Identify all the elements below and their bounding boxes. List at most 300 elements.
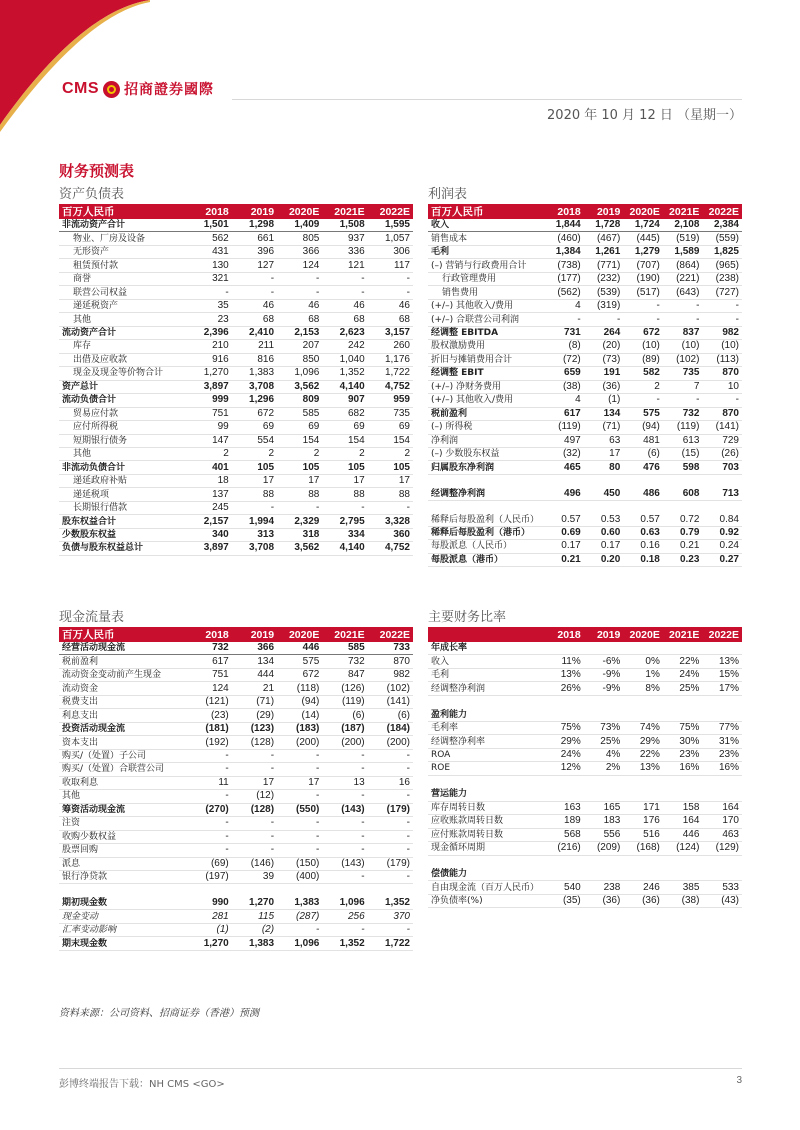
cell-value: 183	[584, 815, 624, 828]
table-row	[428, 487, 742, 500]
cell-value: 16%	[702, 762, 742, 775]
cell-value: 2,623	[322, 326, 367, 339]
row-label: 经调整净利率	[428, 735, 544, 748]
cell-value: (400)	[277, 870, 322, 883]
row-label: 贸易应付款	[59, 407, 186, 420]
cell-value: -	[186, 763, 231, 776]
cell-value: 540	[544, 881, 584, 894]
cell-value: 672	[623, 326, 663, 339]
cell-value: 870	[702, 367, 742, 380]
cell-value: 17%	[702, 682, 742, 695]
cell-value: 731	[544, 326, 584, 339]
cell-value: 0.16	[623, 540, 663, 553]
cell-value: 211	[232, 340, 277, 353]
cell-value	[663, 642, 703, 655]
cell-value: 163	[544, 801, 584, 814]
cell-value: (232)	[584, 272, 624, 285]
header-year: 2022E	[702, 627, 742, 642]
row-label: 税前盈利	[428, 407, 544, 420]
row-label: 自由现金流（百万人民币）	[428, 881, 544, 894]
header-divider	[232, 99, 742, 100]
cell-value: 907	[322, 394, 367, 407]
cell-value: (71)	[232, 695, 277, 708]
cell-value	[584, 868, 624, 881]
table-row	[59, 434, 413, 447]
cell-value: (119)	[663, 421, 703, 434]
cell-value: 210	[186, 340, 231, 353]
cell-value: 25%	[584, 735, 624, 748]
table-row	[428, 735, 742, 748]
cell-value: -	[186, 817, 231, 830]
cell-value: -	[702, 313, 742, 326]
cell-value: 88	[322, 488, 367, 501]
ratios-title: 主要财务比率	[428, 610, 507, 625]
cell-value: 134	[584, 407, 624, 420]
cell-value: 0.18	[623, 553, 663, 566]
balance-sheet-section	[59, 183, 413, 556]
cell-value: 16	[368, 776, 413, 789]
cell-value: 585	[322, 642, 367, 655]
cell-value: -	[232, 844, 277, 857]
cell-value: 613	[663, 434, 703, 447]
cell-value: 0.72	[663, 513, 703, 526]
cell-value: 837	[663, 326, 703, 339]
cell-value: -	[277, 830, 322, 843]
cell-value	[544, 855, 584, 868]
row-label: 租赁预付款	[59, 259, 186, 272]
cell-value: 17	[232, 776, 277, 789]
cell-value: 105	[322, 461, 367, 474]
cell-value: (559)	[702, 232, 742, 245]
cell-value: -	[322, 790, 367, 803]
cell-value: 0.24	[702, 540, 742, 553]
cell-value: 598	[663, 461, 703, 474]
cell-value	[544, 695, 584, 708]
table-row	[59, 219, 413, 232]
cell-value: -	[232, 763, 277, 776]
row-label: 利息支出	[59, 709, 186, 722]
cell-value: 4%	[584, 748, 624, 761]
row-label: 稀释后每股盈利（港币）	[428, 526, 544, 539]
cell-value: 3,897	[186, 542, 231, 555]
cell-value: (200)	[322, 736, 367, 749]
cell-value: 659	[544, 367, 584, 380]
table-row	[59, 709, 413, 722]
source-note: 资料来源：公司资料、招商证券（香港）预测	[59, 1008, 259, 1019]
cell-value: 1,352	[322, 937, 367, 950]
cell-value: 1,352	[368, 897, 413, 910]
row-label: 营运能力	[428, 788, 544, 801]
cell-value: 2,153	[277, 326, 322, 339]
cell-value: 69	[322, 421, 367, 434]
header-year: 2019	[584, 627, 624, 642]
cell-value: (190)	[623, 272, 663, 285]
cell-value: (72)	[544, 353, 584, 366]
cell-value	[277, 884, 322, 897]
cell-value: (270)	[186, 803, 231, 816]
table-row	[59, 367, 413, 380]
cell-value: 1,096	[277, 937, 322, 950]
table-row	[428, 762, 742, 775]
table-row	[59, 736, 413, 749]
cell-value: 171	[623, 801, 663, 814]
cell-value: (143)	[322, 803, 367, 816]
cell-value: -	[232, 501, 277, 514]
cell-value: 334	[322, 528, 367, 541]
cell-value: -	[232, 286, 277, 299]
cell-value: 713	[702, 487, 742, 500]
cell-value: 1,352	[322, 367, 367, 380]
cell-value: 35	[186, 299, 231, 312]
row-label: 流动资金变动前产生现金	[59, 668, 186, 681]
cell-value: 137	[186, 488, 231, 501]
report-date: 2020 年 10 月 12 日 （星期一）	[547, 108, 742, 123]
cell-value: 11	[186, 776, 231, 789]
cell-value: 735	[368, 407, 413, 420]
cell-value: 608	[663, 487, 703, 500]
table-row	[428, 553, 742, 566]
cell-value: 0.84	[702, 513, 742, 526]
row-label: (–) 营销与行政费用合计	[428, 259, 544, 272]
header-year: 2019	[584, 204, 624, 219]
cell-value: -	[322, 501, 367, 514]
table-header-row	[59, 627, 413, 642]
table-row	[428, 434, 742, 447]
cell-value: 24%	[544, 748, 584, 761]
cell-value: 1,508	[322, 219, 367, 232]
cell-value: 672	[232, 407, 277, 420]
table-row	[59, 515, 413, 528]
cell-value: 982	[368, 668, 413, 681]
cell-value: 147	[186, 434, 231, 447]
cell-value: 69	[232, 421, 277, 434]
cell-value	[544, 868, 584, 881]
cell-value: 0.17	[584, 540, 624, 553]
table-row	[428, 526, 742, 539]
cell-value	[663, 708, 703, 721]
cell-value: 1,270	[186, 367, 231, 380]
cell-value: 1,728	[584, 219, 624, 232]
cell-value: 703	[702, 461, 742, 474]
cell-value: (15)	[663, 447, 703, 460]
cell-value: 3,157	[368, 326, 413, 339]
cell-value: -	[232, 817, 277, 830]
cell-value	[584, 855, 624, 868]
cell-value: 12%	[544, 762, 584, 775]
cell-value: 1,825	[702, 245, 742, 258]
row-label	[428, 474, 544, 487]
cell-value: -	[663, 394, 703, 407]
cell-value: 735	[663, 367, 703, 380]
cell-value	[584, 695, 624, 708]
cell-value: 476	[623, 461, 663, 474]
cell-value: 340	[186, 528, 231, 541]
table-row	[59, 897, 413, 910]
cash-flow-table	[59, 627, 413, 951]
row-label: 负债与股东权益总计	[59, 542, 186, 555]
cell-value: -	[322, 286, 367, 299]
row-label: 流动负债合计	[59, 394, 186, 407]
row-label: (+/–) 合联营公司利润	[428, 313, 544, 326]
cell-value: 2	[277, 447, 322, 460]
cell-value: -	[322, 817, 367, 830]
cell-value: -	[368, 790, 413, 803]
cell-value: (113)	[702, 353, 742, 366]
table-row	[59, 259, 413, 272]
cell-value: 25%	[663, 682, 703, 695]
cell-value: (124)	[663, 842, 703, 855]
cell-value: -	[277, 817, 322, 830]
table-row	[59, 528, 413, 541]
row-label: 派息	[59, 857, 186, 870]
cell-value	[623, 708, 663, 721]
row-label: 应收账款周转日数	[428, 815, 544, 828]
header-unit-label: 百万人民币	[59, 627, 186, 642]
cell-value: 585	[277, 407, 322, 420]
cell-value: 0.92	[702, 526, 742, 539]
row-label: 经调整净利润	[428, 487, 544, 500]
cell-value: -	[368, 923, 413, 936]
cell-value: 1,296	[232, 394, 277, 407]
cell-value: 496	[544, 487, 584, 500]
table-row	[428, 540, 742, 553]
table-row	[428, 461, 742, 474]
table-row	[428, 219, 742, 232]
table-row	[428, 513, 742, 526]
cell-value: (32)	[544, 447, 584, 460]
table-row	[59, 488, 413, 501]
cell-value: (12)	[232, 790, 277, 803]
table-row	[59, 272, 413, 285]
cell-value: 0.21	[544, 553, 584, 566]
cell-value: 176	[623, 815, 663, 828]
cell-value	[232, 884, 277, 897]
cell-value: (727)	[702, 286, 742, 299]
cell-value: 22%	[663, 655, 703, 668]
header-year: 2018	[186, 204, 231, 219]
cell-value: 2	[232, 447, 277, 460]
cell-value: 17	[322, 474, 367, 487]
cell-value: 450	[584, 487, 624, 500]
header-year: 2020E	[277, 627, 322, 642]
cell-value: (43)	[702, 894, 742, 907]
cell-value: (23)	[186, 709, 231, 722]
cell-value: 39	[232, 870, 277, 883]
table-row	[428, 447, 742, 460]
cell-value: 805	[277, 232, 322, 245]
cell-value: 3,708	[232, 542, 277, 555]
header-year: 2022E	[368, 204, 413, 219]
cell-value	[663, 775, 703, 788]
cell-value: (123)	[232, 722, 277, 735]
cell-value: 313	[232, 528, 277, 541]
cell-value: 732	[663, 407, 703, 420]
cell-value: 69	[368, 421, 413, 434]
cell-value: 164	[663, 815, 703, 828]
cell-value: (35)	[544, 894, 584, 907]
cell-value: (26)	[702, 447, 742, 460]
cell-value: 4	[544, 299, 584, 312]
cell-value: -	[368, 870, 413, 883]
table-row	[59, 910, 413, 923]
cell-value: 2,396	[186, 326, 231, 339]
cell-value: (181)	[186, 722, 231, 735]
cell-value: 46	[277, 299, 322, 312]
cell-value	[368, 884, 413, 897]
table-row	[59, 461, 413, 474]
table-row	[59, 817, 413, 830]
cell-value: 0.23	[663, 553, 703, 566]
cell-value: 575	[623, 407, 663, 420]
cell-value: -	[277, 272, 322, 285]
row-label: 每股派息（人民币）	[428, 540, 544, 553]
company-logo	[62, 79, 214, 99]
row-label: 非流动资产合计	[59, 219, 186, 232]
cell-value: 516	[623, 828, 663, 841]
table-row	[59, 421, 413, 434]
row-label: 收入	[428, 219, 544, 232]
cell-value: 13%	[702, 655, 742, 668]
cell-value: (517)	[623, 286, 663, 299]
cell-value: 13%	[544, 668, 584, 681]
cell-value: 396	[232, 245, 277, 258]
cell-value: 189	[544, 815, 584, 828]
cell-value: (29)	[232, 709, 277, 722]
cell-value: 99	[186, 421, 231, 434]
cell-value: (965)	[702, 259, 742, 272]
cell-value: -	[232, 272, 277, 285]
header-year: 2019	[232, 204, 277, 219]
cell-value: 124	[186, 682, 231, 695]
cell-value: (20)	[584, 340, 624, 353]
table-row	[428, 695, 742, 708]
row-label: (+/–) 净财务费用	[428, 380, 544, 393]
table-row	[428, 421, 742, 434]
cell-value: 17	[232, 474, 277, 487]
cell-value: 124	[277, 259, 322, 272]
cell-value: 336	[322, 245, 367, 258]
cell-value: 18	[186, 474, 231, 487]
cell-value: 69	[277, 421, 322, 434]
cell-value: -	[663, 299, 703, 312]
row-label: 股权激励费用	[428, 340, 544, 353]
income-statement-title: 利润表	[428, 187, 468, 202]
row-label: 资本支出	[59, 736, 186, 749]
row-label: 资产总计	[59, 380, 186, 393]
cell-value: (238)	[702, 272, 742, 285]
cell-value: 306	[368, 245, 413, 258]
table-row	[59, 655, 413, 668]
cell-value: -	[322, 272, 367, 285]
cell-value	[544, 642, 584, 655]
cell-value: 105	[232, 461, 277, 474]
cell-value: 1,383	[277, 897, 322, 910]
row-label: 经调整 EBITDA	[428, 326, 544, 339]
cell-value: -	[186, 844, 231, 857]
cell-value: 3,562	[277, 542, 322, 555]
cell-value: -	[232, 749, 277, 762]
cell-value	[322, 884, 367, 897]
row-label: 毛利率	[428, 721, 544, 734]
cell-value	[663, 474, 703, 487]
row-label: 无形资产	[59, 245, 186, 258]
cell-value: 1,176	[368, 353, 413, 366]
cell-value: 238	[584, 881, 624, 894]
cell-value: 24%	[663, 668, 703, 681]
cash-flow-section	[59, 606, 413, 951]
cell-value	[702, 868, 742, 881]
cell-value: 562	[186, 232, 231, 245]
cell-value: 13	[322, 776, 367, 789]
cell-value: (119)	[322, 695, 367, 708]
cell-value: (89)	[623, 353, 663, 366]
cell-value: 256	[322, 910, 367, 923]
row-label: 税费支出	[59, 695, 186, 708]
cell-value: -	[277, 286, 322, 299]
cell-value: (209)	[584, 842, 624, 855]
header-year: 2020E	[277, 204, 322, 219]
footer-divider	[59, 1068, 742, 1069]
cell-value: (738)	[544, 259, 584, 272]
table-row	[428, 894, 742, 907]
cell-value: 0.17	[544, 540, 584, 553]
cell-value: 360	[368, 528, 413, 541]
cell-value: (118)	[277, 682, 322, 695]
cell-value: (467)	[584, 232, 624, 245]
row-label: 收入	[428, 655, 544, 668]
cell-value	[544, 788, 584, 801]
table-row	[59, 313, 413, 326]
income-statement-table	[428, 204, 742, 567]
table-row	[59, 844, 413, 857]
cell-value: -	[368, 501, 413, 514]
cash-flow-title: 现金流量表	[59, 610, 125, 625]
cell-value: 154	[322, 434, 367, 447]
cell-value: 88	[232, 488, 277, 501]
cell-value: (36)	[584, 380, 624, 393]
row-label: 短期银行债务	[59, 434, 186, 447]
cell-value	[623, 868, 663, 881]
logo-chinese-text: 招商證券國際	[124, 82, 215, 98]
table-row	[59, 286, 413, 299]
row-label: 库存	[59, 340, 186, 353]
cell-value	[584, 708, 624, 721]
cell-value	[584, 642, 624, 655]
cell-value: -	[368, 272, 413, 285]
cell-value: 121	[322, 259, 367, 272]
cell-value: 1,270	[186, 937, 231, 950]
cell-value: 0.53	[584, 513, 624, 526]
row-label: 递延税项	[59, 488, 186, 501]
header-year: 2020E	[623, 204, 663, 219]
cell-value: 4,752	[368, 380, 413, 393]
cell-value: -	[623, 394, 663, 407]
header-year: 2022E	[702, 204, 742, 219]
cell-value: (1)	[186, 923, 231, 936]
cell-value: (69)	[186, 857, 231, 870]
cell-value: 1,261	[584, 245, 624, 258]
table-row	[428, 232, 742, 245]
row-label: 经调整 EBIT	[428, 367, 544, 380]
cell-value: -	[368, 830, 413, 843]
cell-value: 1,994	[232, 515, 277, 528]
row-label: 现金变动	[59, 910, 186, 923]
cell-value: 729	[702, 434, 742, 447]
cell-value: 30%	[663, 735, 703, 748]
cell-value: 23	[186, 313, 231, 326]
cell-value: 2,384	[702, 219, 742, 232]
table-row	[59, 857, 413, 870]
